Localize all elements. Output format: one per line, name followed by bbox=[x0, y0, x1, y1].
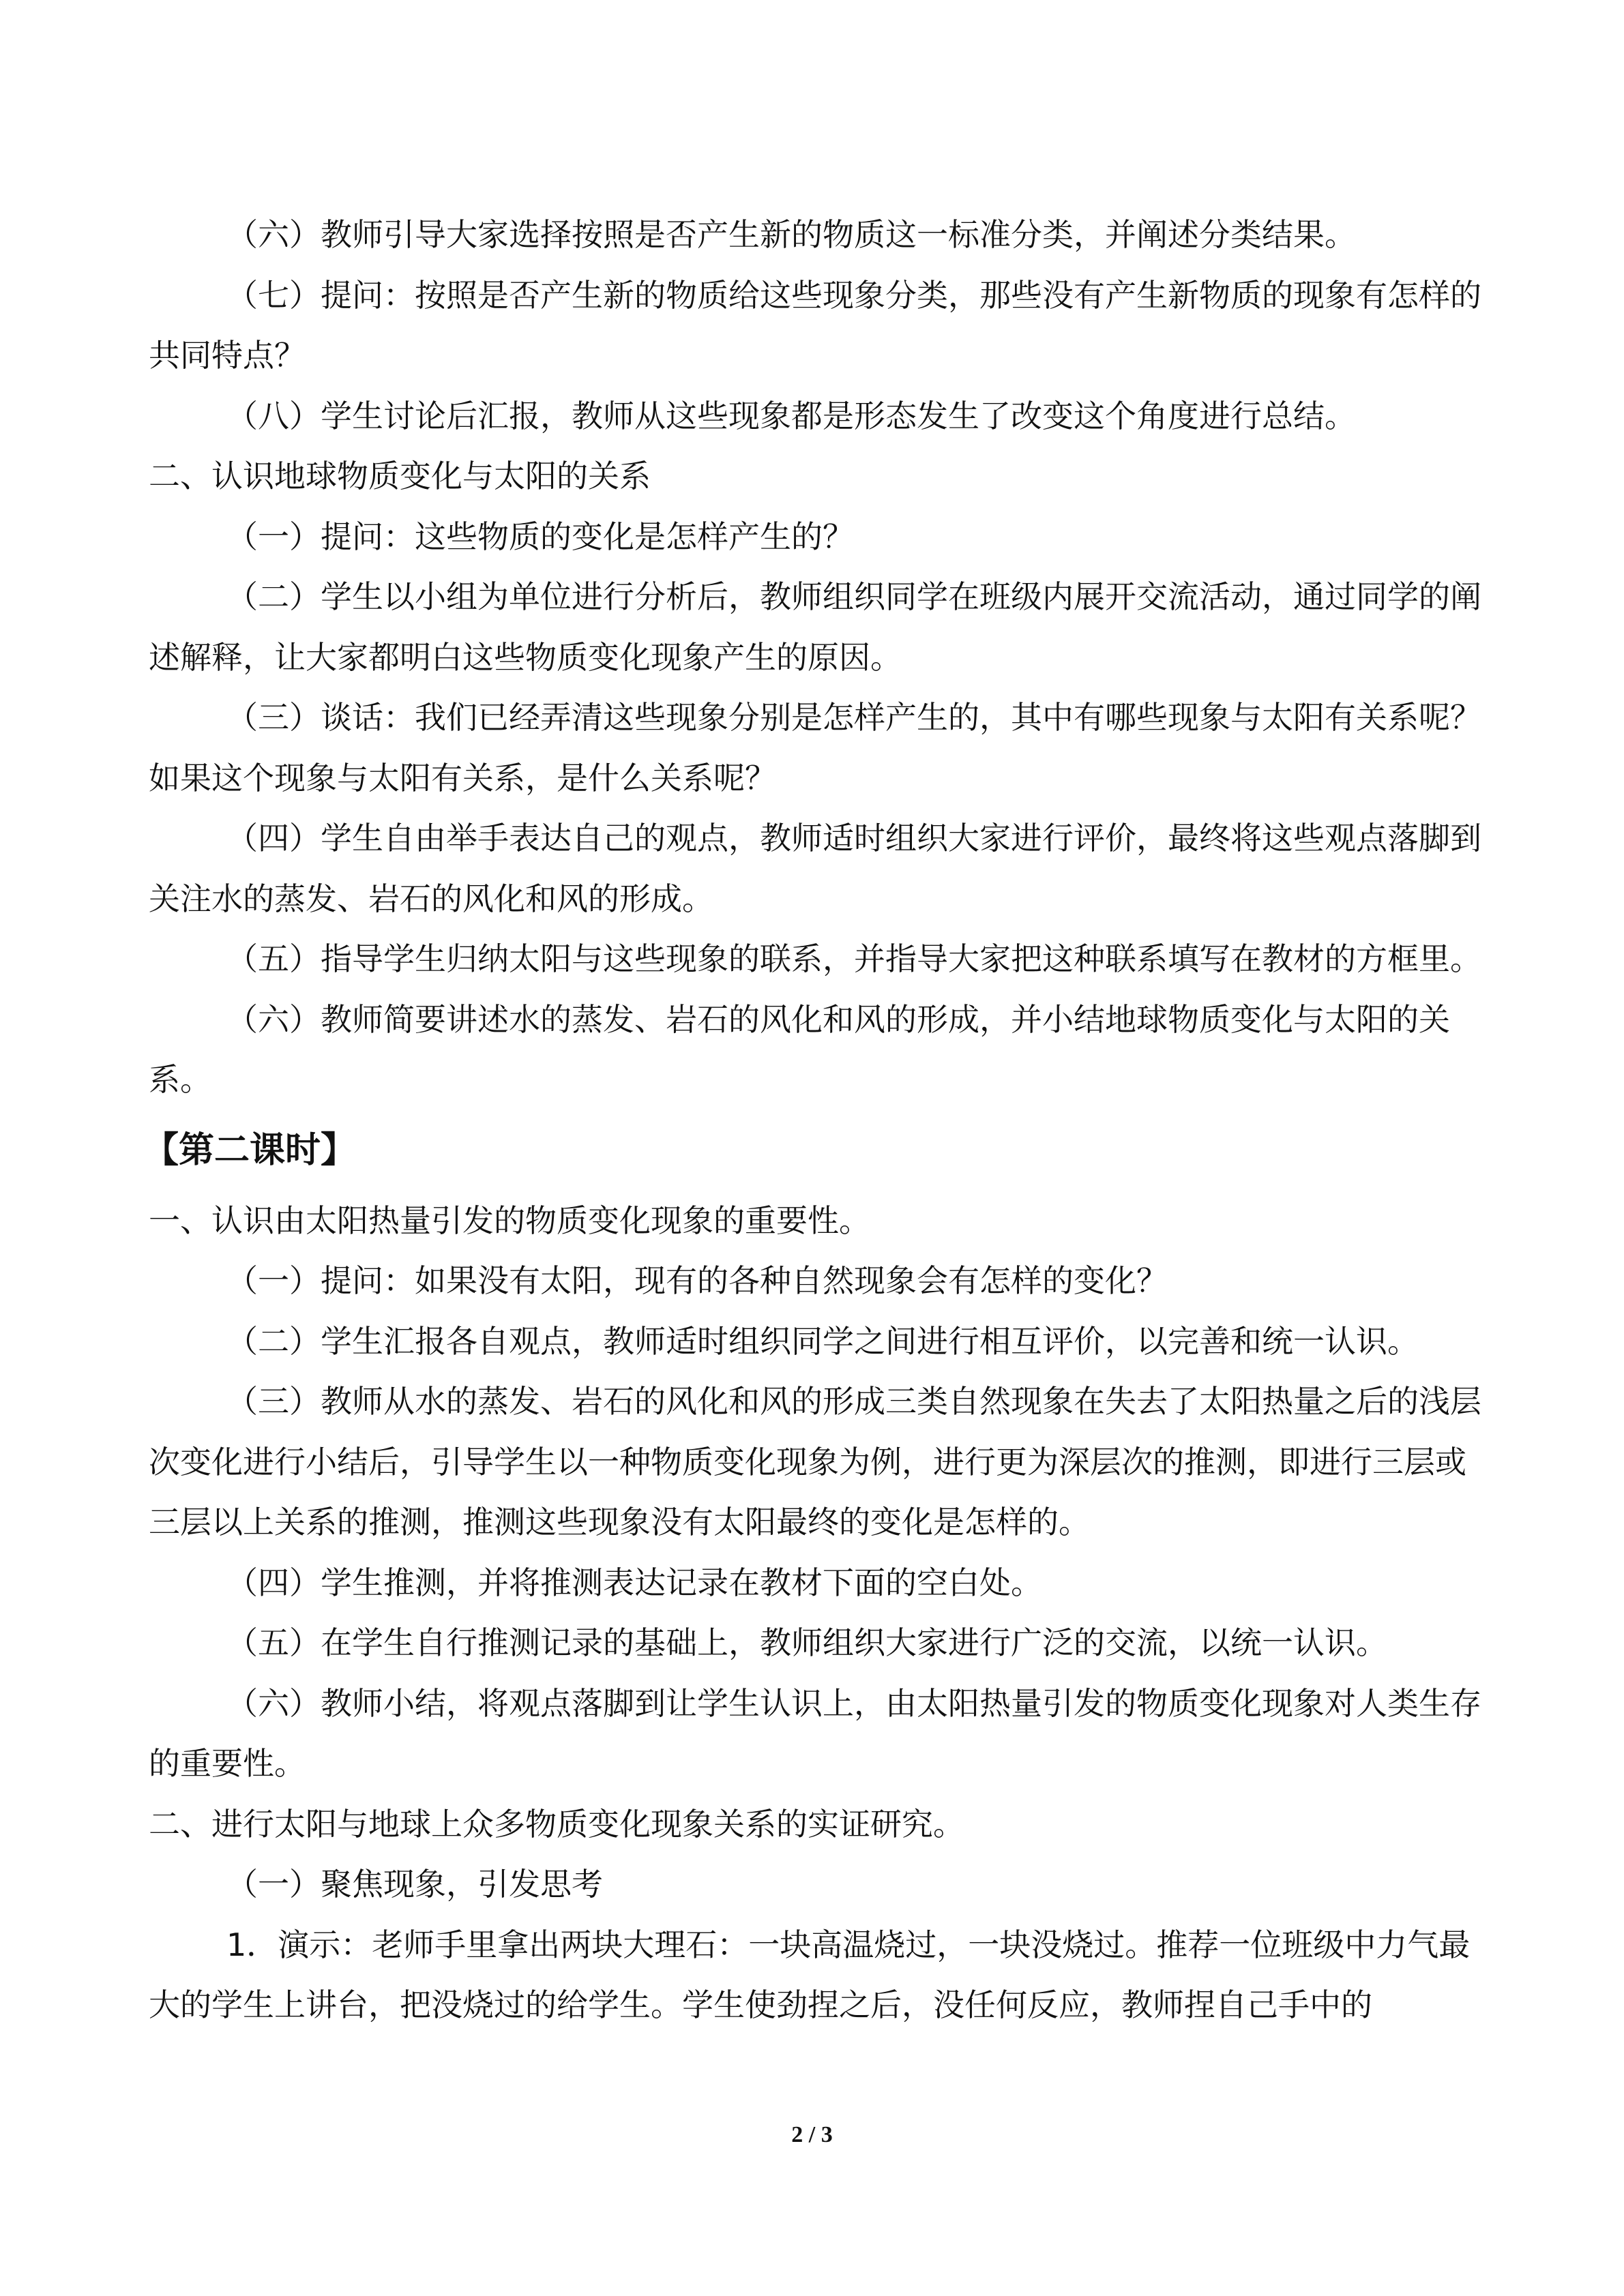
paragraph: （八）学生讨论后汇报，教师从这些现象都是形态发生了改变这个角度进行总结。 bbox=[226, 397, 1356, 434]
paragraph: （二）学生以小组为单位进行分析后，教师组织同学在班级内展开交流活动，通过同学的阐述解释，让大家都明白这些物质变化现象产生的原因。 bbox=[149, 578, 1481, 676]
paragraph: （六）教师简要讲述水的蒸发、岩石的风化和风的形成，并小结地球物质变化与太阳的关系。 bbox=[149, 1000, 1450, 1098]
paragraph: （六）教师引导大家选择按照是否产生新的物质这一标准分类，并阐述分类结果。 bbox=[226, 216, 1356, 253]
paragraph: （四）学生自由举手表达自己的观点，教师适时组织大家进行评价，最终将这些观点落脚到关注水的蒸发、岩石的风化和风的形成。 bbox=[149, 820, 1481, 917]
paragraph: （三）教师从水的蒸发、岩石的风化和风的形成三类自然现象在失去了太阳热量之后的浅层次变化进行小结后，引导学生以一种物质变化现象为例，进行更为深层次的推测，即进行三层或三层以上关系的推测，推测这些现象没有太阳最终的变化是怎样的。 bbox=[149, 1383, 1481, 1540]
subsection-heading: 二、进行太阳与地球上众多物质变化现象关系的实证研究。 bbox=[149, 1805, 964, 1843]
paragraph: （一）提问：这些物质的变化是怎样产生的？ bbox=[226, 518, 854, 555]
page-number: 2 / 3 bbox=[791, 2122, 833, 2147]
paragraph: （五）在学生自行推测记录的基础上，教师组织大家进行广泛的交流，以统一认识。 bbox=[226, 1624, 1387, 1661]
document-body bbox=[143, 205, 1486, 2036]
paragraph: （四）学生推测，并将推测表达记录在教材下面的空白处。 bbox=[226, 1564, 1042, 1601]
section-heading: 【第二课时】 bbox=[143, 1129, 357, 1171]
paragraph: （五）指导学生归纳太阳与这些现象的联系，并指导大家把这种联系填写在教材的方框里。 bbox=[226, 940, 1481, 977]
paragraph: （一）提问：如果没有太阳，现有的各种自然现象会有怎样的变化？ bbox=[226, 1262, 1168, 1299]
subsection-heading: 二、认识地球物质变化与太阳的关系 bbox=[149, 458, 651, 494]
subsection-heading: 一、认识由太阳热量引发的物质变化现象的重要性。 bbox=[149, 1202, 870, 1239]
paragraph: （七）提问：按照是否产生新的物质给这些现象分类，那些没有产生新物质的现象有怎样的共同特点？ bbox=[149, 276, 1481, 374]
paragraph: （一）聚焦现象，引发思考 bbox=[226, 1866, 603, 1903]
paragraph: （三）谈话：我们已经弄清这些现象分别是怎样产生的，其中有哪些现象与太阳有关系呢？如果这个现象与太阳有关系，是什么关系呢？ bbox=[149, 699, 1481, 796]
paragraph: 1．演示：老师手里拿出两块大理石：一块高温烧过，一块没烧过。推荐一位班级中力气最大的学生上讲台，把没烧过的给学生。学生使劲捏之后，没任何反应，教师捏自己手中的 bbox=[149, 1926, 1471, 2023]
paragraph: （二）学生汇报各自观点，教师适时组织同学之间进行相互评价，以完善和统一认识。 bbox=[226, 1322, 1419, 1360]
paragraph: （六）教师小结，将观点落脚到让学生认识上，由太阳热量引发的物质变化现象对人类生存的重要性。 bbox=[149, 1684, 1481, 1782]
